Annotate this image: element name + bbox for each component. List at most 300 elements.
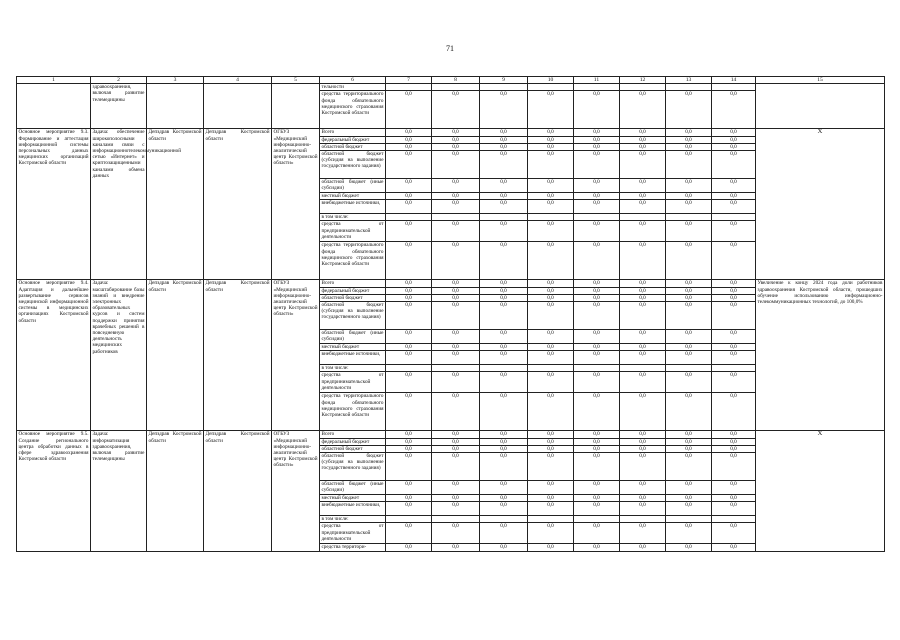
value-cell: 0,0: [620, 481, 666, 495]
value-cell: 0,0: [620, 351, 666, 365]
source-cell: областной бюджет (иные субсидии): [321, 179, 384, 192]
value-cell: 0,0: [574, 344, 620, 351]
empty-cell: [574, 365, 620, 372]
value-cell: 0,0: [620, 438, 666, 445]
result-cell: X: [756, 431, 885, 551]
empty-cell: [480, 214, 528, 221]
value-cell: 0,0: [386, 221, 432, 242]
value-cell: 0,0: [574, 372, 620, 393]
value-cell: 0,0: [620, 393, 666, 431]
source-cell: внебюджетные источники,: [320, 200, 386, 214]
value-cell: 0,0: [528, 242, 574, 280]
empty-cell: [528, 516, 574, 523]
coexecutor-cell: [204, 84, 272, 129]
event-block: [17, 431, 885, 551]
value-cell: 0,0: [666, 495, 712, 502]
value-cell: 0,0: [574, 91, 620, 129]
value-cell: 0,0: [528, 445, 574, 452]
empty-cell: [386, 84, 432, 91]
value-cell: 0,0: [528, 287, 574, 294]
value-cell: 0,0: [386, 502, 432, 516]
value-cell: 0,0: [666, 143, 712, 150]
event-cell: Основное мероприятие 9.4. Адаптация и дальнейшее развертывание сервисов медицинской информационной системы в медицинских организациях Костромской области: [17, 280, 91, 431]
value-cell: 0,0: [528, 351, 574, 365]
task-cell: здравоохранения, включая развитие телемедицины: [91, 84, 147, 129]
value-cell: 0,0: [480, 193, 528, 200]
value-cell: 0,0: [432, 372, 480, 393]
value-cell: 0,0: [480, 302, 528, 330]
value-cell: 0,0: [712, 302, 756, 330]
value-cell: 0,0: [386, 280, 432, 287]
value-cell: 0,0: [712, 431, 756, 438]
value-cell: 0,0: [528, 544, 574, 551]
value-cell: 0,0: [432, 502, 480, 516]
source-cell: областной бюджет: [320, 445, 386, 452]
empty-cell: [386, 365, 432, 372]
value-cell: 0,0: [480, 372, 528, 393]
value-cell: 0,0: [620, 495, 666, 502]
value-cell: 0,0: [528, 91, 574, 129]
participant-cell: ОГБУЗ «Медицинский информационно-аналитический центр Костромской области»: [272, 129, 320, 280]
value-cell: 0,0: [432, 431, 480, 438]
empty-cell: [574, 214, 620, 221]
value-cell: 0,0: [712, 523, 756, 544]
value-cell: 0,0: [528, 200, 574, 214]
value-cell: 0,0: [712, 280, 756, 287]
value-cell: 0,0: [574, 502, 620, 516]
source-cell: местный бюджет: [320, 193, 386, 200]
value-cell: 0,0: [620, 242, 666, 280]
empty-cell: [666, 516, 712, 523]
value-cell: 0,0: [386, 445, 432, 452]
value-cell: 0,0: [574, 431, 620, 438]
value-cell: 0,0: [386, 544, 432, 551]
value-cell: 0,0: [574, 445, 620, 452]
value-cell: 0,0: [666, 351, 712, 365]
value-cell: 0,0: [666, 193, 712, 200]
value-cell: 0,0: [432, 445, 480, 452]
value-cell: 0,0: [386, 344, 432, 351]
value-cell: 0,0: [712, 151, 756, 179]
value-cell: 0,0: [432, 495, 480, 502]
task-cell: Задача: информатизация здравоохранения, включая развитие телемедицины: [91, 431, 147, 551]
value-cell: 0,0: [620, 280, 666, 287]
value-cell: 0,0: [528, 302, 574, 330]
col-header: 8: [432, 77, 480, 84]
result-cell: Увеличение к концу 2024 года доли работников здравоохранения Костромской области, прошедших обучение использованию информационно-телекоммуникационных технологий, до 100,0%: [756, 280, 885, 431]
value-cell: 0,0: [712, 200, 756, 214]
value-cell: 0,0: [620, 287, 666, 294]
value-cell: 0,0: [528, 179, 574, 193]
source-cell: федеральный бюджет: [320, 136, 386, 143]
empty-cell: [432, 84, 480, 91]
value-cell: 0,0: [574, 438, 620, 445]
value-cell: 0,0: [712, 136, 756, 143]
value-cell: 0,0: [528, 453, 574, 481]
value-cell: 0,0: [386, 179, 432, 193]
col-header: 4: [204, 77, 272, 84]
value-cell: 0,0: [386, 136, 432, 143]
source-cell: средства от предпринимательской деятельности: [320, 372, 386, 393]
value-cell: 0,0: [528, 143, 574, 150]
header-row: [17, 77, 885, 84]
value-cell: 0,0: [620, 136, 666, 143]
value-cell: 0,0: [480, 136, 528, 143]
value-cell: 0,0: [386, 91, 432, 129]
value-cell: 0,0: [574, 302, 620, 330]
value-cell: 0,0: [712, 544, 756, 551]
participant-cell: ОГБУЗ «Медицинский информационно-аналитический центр Костромской области»: [272, 431, 320, 551]
empty-cell: [666, 84, 712, 91]
value-cell: 0,0: [386, 351, 432, 365]
value-cell: 0,0: [386, 393, 432, 431]
value-cell: 0,0: [480, 393, 528, 431]
source-cell: средства территориального фонда обязательного медицинского страхования Костромской области: [320, 393, 386, 431]
value-cell: 0,0: [386, 372, 432, 393]
value-cell: 0,0: [620, 330, 666, 344]
value-cell: 0,0: [620, 221, 666, 242]
result-cell: [756, 84, 885, 129]
empty-cell: [712, 516, 756, 523]
value-cell: 0,0: [386, 481, 432, 495]
empty-cell: [432, 214, 480, 221]
value-cell: 0,0: [528, 344, 574, 351]
value-cell: 0,0: [620, 523, 666, 544]
empty-cell: [712, 84, 756, 91]
value-cell: 0,0: [480, 502, 528, 516]
value-cell: 0,0: [480, 453, 528, 481]
value-cell: 0,0: [386, 143, 432, 150]
value-cell: 0,0: [386, 242, 432, 280]
empty-cell: [480, 365, 528, 372]
value-cell: 0,0: [386, 438, 432, 445]
source-cell: в том числе:: [320, 516, 386, 523]
coexecutor-cell: Депздрав Костромской области: [204, 280, 272, 431]
value-cell: 0,0: [712, 502, 756, 516]
value-cell: 0,0: [574, 242, 620, 280]
empty-cell: [386, 214, 432, 221]
value-cell: 0,0: [574, 287, 620, 294]
value-cell: 0,0: [666, 330, 712, 344]
value-cell: 0,0: [480, 330, 528, 344]
value-cell: 0,0: [528, 136, 574, 143]
col-header: 3: [147, 77, 204, 84]
value-cell: 0,0: [712, 91, 756, 129]
coexecutor-cell: Депздрав Костромской области: [204, 431, 272, 551]
participant-cell: ОГБУЗ «Медицинский информационно-аналитический центр Костромской области»: [272, 280, 320, 431]
source-cell: средства от предпринимательской деятельности: [320, 221, 386, 242]
value-cell: 0,0: [480, 91, 528, 129]
result-cell: X: [756, 129, 885, 280]
value-cell: 0,0: [712, 242, 756, 280]
value-cell: 0,0: [712, 344, 756, 351]
value-cell: 0,0: [432, 200, 480, 214]
value-cell: 0,0: [574, 179, 620, 193]
value-cell: 0,0: [666, 445, 712, 452]
col-header: 10: [528, 77, 574, 84]
value-cell: 0,0: [574, 151, 620, 179]
value-cell: 0,0: [386, 151, 432, 179]
empty-cell: [666, 365, 712, 372]
value-cell: 0,0: [666, 302, 712, 330]
value-cell: 0,0: [386, 453, 432, 481]
value-cell: 0,0: [712, 129, 756, 136]
value-cell: 0,0: [528, 523, 574, 544]
coexecutor-cell: Депздрав Костромской области: [204, 129, 272, 280]
value-cell: 0,0: [432, 351, 480, 365]
value-cell: 0,0: [480, 431, 528, 438]
empty-cell: [480, 84, 528, 91]
col-header: 2: [91, 77, 147, 84]
source-cell: федеральный бюджет: [320, 438, 386, 445]
source-cell: внебюджетные источники,: [320, 351, 386, 365]
value-cell: 0,0: [666, 151, 712, 179]
value-cell: 0,0: [574, 495, 620, 502]
value-cell: 0,0: [528, 193, 574, 200]
source-cell: Всего: [320, 280, 386, 287]
value-cell: 0,0: [620, 445, 666, 452]
value-cell: 0,0: [620, 544, 666, 551]
table-row: [17, 84, 885, 91]
table-row: [17, 129, 885, 136]
empty-cell: [712, 365, 756, 372]
empty-cell: [528, 365, 574, 372]
program-table: [16, 76, 885, 552]
value-cell: 0,0: [574, 351, 620, 365]
value-cell: 0,0: [528, 495, 574, 502]
empty-cell: [432, 365, 480, 372]
value-cell: 0,0: [386, 523, 432, 544]
value-cell: 0,0: [620, 502, 666, 516]
value-cell: 0,0: [386, 193, 432, 200]
value-cell: 0,0: [620, 129, 666, 136]
empty-cell: [386, 516, 432, 523]
value-cell: 0,0: [620, 143, 666, 150]
value-cell: 0,0: [528, 372, 574, 393]
value-cell: 0,0: [480, 344, 528, 351]
source-cell: Всего: [320, 129, 386, 136]
col-header: 1: [17, 77, 91, 84]
value-cell: 0,0: [528, 221, 574, 242]
col-header: 7: [386, 77, 432, 84]
empty-cell: [620, 214, 666, 221]
value-cell: 0,0: [432, 193, 480, 200]
empty-cell: [712, 214, 756, 221]
source-cell: тельности: [320, 84, 386, 91]
col-header: 15: [756, 77, 885, 84]
value-cell: 0,0: [620, 372, 666, 393]
col-header: 6: [320, 77, 386, 84]
value-cell: 0,0: [712, 143, 756, 150]
value-cell: 0,0: [480, 143, 528, 150]
value-cell: 0,0: [480, 242, 528, 280]
value-cell: 0,0: [712, 481, 756, 495]
value-cell: 0,0: [620, 91, 666, 129]
source-cell: в том числе:: [320, 214, 386, 221]
col-header: 14: [712, 77, 756, 84]
source-cell: областной бюджет (субсидия на выполнение государственного задания): [320, 302, 386, 330]
source-cell: областной бюджет (иные субсидии): [321, 330, 384, 343]
value-cell: 0,0: [620, 294, 666, 301]
value-cell: 0,0: [480, 445, 528, 452]
value-cell: 0,0: [574, 280, 620, 287]
value-cell: 0,0: [528, 294, 574, 301]
value-cell: 0,0: [480, 495, 528, 502]
value-cell: 0,0: [712, 453, 756, 481]
value-cell: 0,0: [712, 372, 756, 393]
value-cell: 0,0: [480, 287, 528, 294]
value-cell: 0,0: [480, 221, 528, 242]
value-cell: 0,0: [620, 151, 666, 179]
value-cell: 0,0: [386, 495, 432, 502]
value-cell: 0,0: [528, 129, 574, 136]
value-cell: 0,0: [574, 143, 620, 150]
value-cell: 0,0: [574, 481, 620, 495]
value-cell: 0,0: [432, 302, 480, 330]
value-cell: 0,0: [666, 453, 712, 481]
value-cell: 0,0: [712, 193, 756, 200]
value-cell: 0,0: [620, 453, 666, 481]
value-cell: 0,0: [480, 523, 528, 544]
value-cell: 0,0: [432, 523, 480, 544]
empty-cell: [574, 84, 620, 91]
value-cell: 0,0: [528, 393, 574, 431]
source-cell: местный бюджет: [320, 344, 386, 351]
source-cell: Всего: [320, 431, 386, 438]
value-cell: 0,0: [574, 523, 620, 544]
source-cell: областной бюджет: [320, 143, 386, 150]
value-cell: 0,0: [574, 294, 620, 301]
value-cell: 0,0: [386, 330, 432, 344]
value-cell: 0,0: [666, 502, 712, 516]
value-cell: 0,0: [432, 294, 480, 301]
value-cell: 0,0: [666, 294, 712, 301]
value-cell: 0,0: [666, 481, 712, 495]
col-header: 12: [620, 77, 666, 84]
value-cell: 0,0: [386, 200, 432, 214]
value-cell: 0,0: [620, 200, 666, 214]
empty-cell: [620, 84, 666, 91]
source-cell: областной бюджет (субсидия на выполнение государственного задания): [320, 453, 386, 481]
event-block: [17, 280, 885, 431]
empty-cell: [574, 516, 620, 523]
value-cell: 0,0: [666, 438, 712, 445]
event-cell: [17, 84, 91, 129]
value-cell: 0,0: [528, 151, 574, 179]
empty-cell: [480, 516, 528, 523]
source-cell: в том числе:: [320, 365, 386, 372]
participant-cell: [272, 84, 320, 129]
value-cell: 0,0: [666, 287, 712, 294]
value-cell: 0,0: [432, 136, 480, 143]
value-cell: 0,0: [620, 193, 666, 200]
source-cell: областной бюджет (иные субсидии): [321, 481, 384, 494]
value-cell: 0,0: [620, 344, 666, 351]
event-block: [17, 129, 885, 280]
value-cell: 0,0: [574, 330, 620, 344]
value-cell: 0,0: [712, 294, 756, 301]
value-cell: 0,0: [712, 495, 756, 502]
value-cell: 0,0: [386, 431, 432, 438]
value-cell: 0,0: [574, 136, 620, 143]
value-cell: 0,0: [574, 544, 620, 551]
value-cell: 0,0: [480, 351, 528, 365]
value-cell: 0,0: [480, 481, 528, 495]
col-header: 9: [480, 77, 528, 84]
col-header: 13: [666, 77, 712, 84]
source-cell: местный бюджет: [320, 495, 386, 502]
responsible-cell: Депздрав Костромской области: [147, 431, 204, 551]
value-cell: 0,0: [432, 453, 480, 481]
value-cell: 0,0: [386, 129, 432, 136]
value-cell: 0,0: [666, 200, 712, 214]
source-cell: средства территориального фонда обязательного медицинского страхования Костромской области: [320, 91, 386, 129]
value-cell: 0,0: [666, 221, 712, 242]
value-cell: 0,0: [712, 330, 756, 344]
value-cell: 0,0: [528, 431, 574, 438]
source-cell: средства территориального фонда обязательного медицинского страхования Костромской области: [320, 242, 386, 280]
value-cell: 0,0: [386, 302, 432, 330]
col-header: 5: [272, 77, 320, 84]
col-header: 11: [574, 77, 620, 84]
value-cell: 0,0: [666, 242, 712, 280]
value-cell: 0,0: [666, 431, 712, 438]
empty-cell: [528, 84, 574, 91]
value-cell: 0,0: [574, 200, 620, 214]
value-cell: 0,0: [666, 523, 712, 544]
value-cell: 0,0: [666, 179, 712, 193]
value-cell: 0,0: [432, 151, 480, 179]
value-cell: 0,0: [480, 129, 528, 136]
empty-cell: [528, 214, 574, 221]
value-cell: 0,0: [620, 302, 666, 330]
value-cell: 0,0: [528, 502, 574, 516]
value-cell: 0,0: [574, 453, 620, 481]
value-cell: 0,0: [574, 221, 620, 242]
value-cell: 0,0: [480, 179, 528, 193]
value-cell: 0,0: [432, 544, 480, 551]
source-cell: областной бюджет (субсидия на выполнение государственного задания): [320, 151, 386, 179]
value-cell: 0,0: [480, 151, 528, 179]
empty-cell: [620, 516, 666, 523]
value-cell: 0,0: [432, 242, 480, 280]
source-cell: средства от предпринимательской деятельности: [320, 523, 386, 544]
value-cell: 0,0: [528, 481, 574, 495]
value-cell: 0,0: [712, 221, 756, 242]
value-cell: 0,0: [666, 344, 712, 351]
value-cell: 0,0: [432, 91, 480, 129]
value-cell: 0,0: [432, 393, 480, 431]
value-cell: 0,0: [666, 129, 712, 136]
value-cell: 0,0: [712, 179, 756, 193]
empty-cell: [432, 516, 480, 523]
value-cell: 0,0: [386, 287, 432, 294]
value-cell: 0,0: [432, 438, 480, 445]
source-cell: федеральный бюджет: [320, 287, 386, 294]
value-cell: 0,0: [432, 280, 480, 287]
task-cell: Задача: масштабирование базы знаний и внедрение электронных образовательных курсов и систем поддержки принятия врачебных решений в повседневную деятельность медицинских работников: [91, 280, 147, 431]
value-cell: 0,0: [480, 280, 528, 287]
value-cell: 0,0: [432, 221, 480, 242]
value-cell: 0,0: [712, 351, 756, 365]
page-number: 71: [446, 44, 454, 53]
value-cell: 0,0: [574, 129, 620, 136]
value-cell: 0,0: [480, 200, 528, 214]
value-cell: 0,0: [666, 91, 712, 129]
value-cell: 0,0: [666, 372, 712, 393]
value-cell: 0,0: [712, 393, 756, 431]
empty-cell: [620, 365, 666, 372]
